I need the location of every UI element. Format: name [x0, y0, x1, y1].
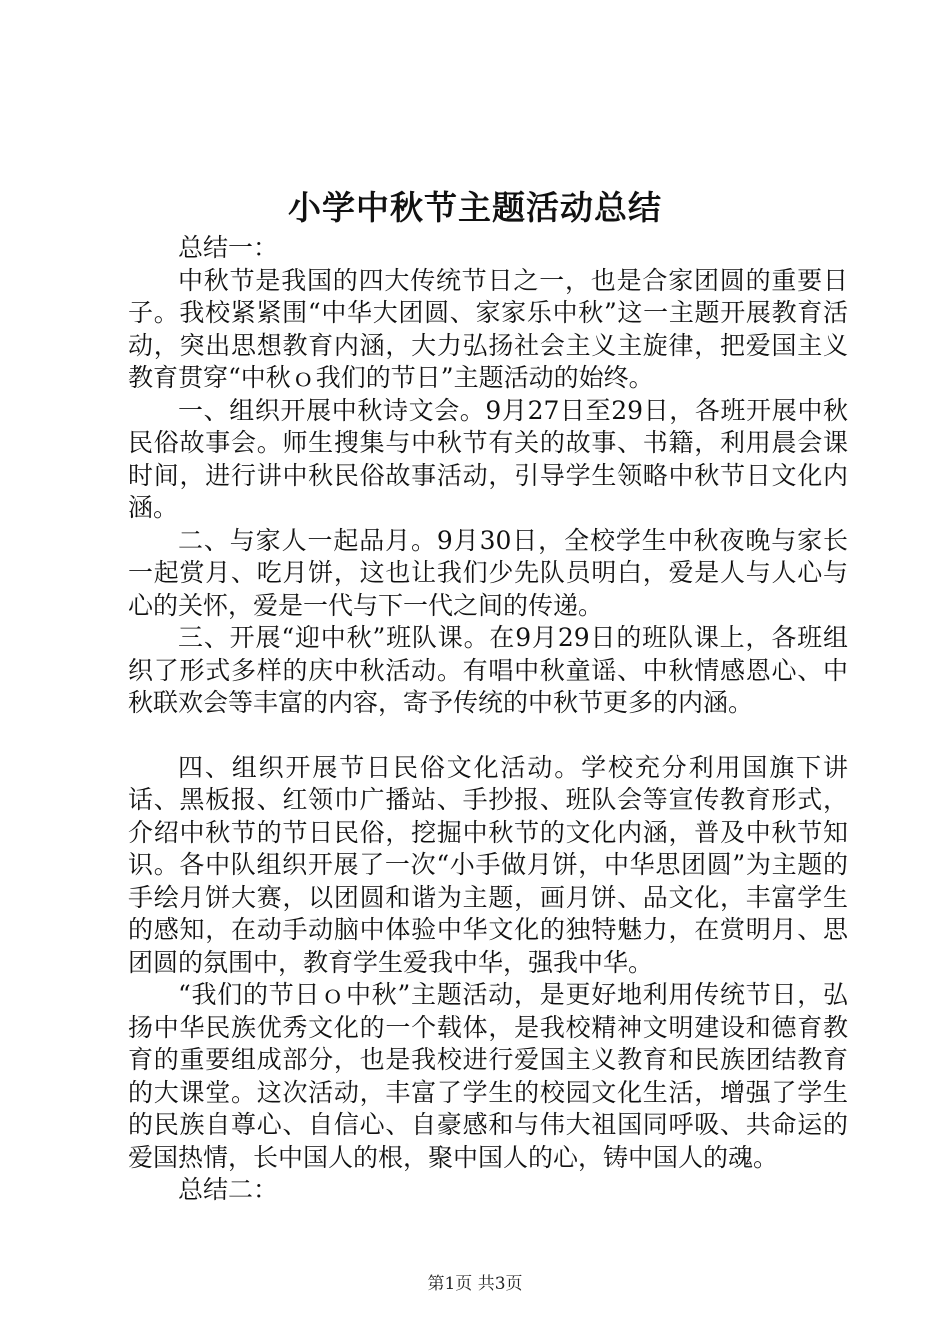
paragraph-item-two: 二、与家人一起品月。9月30日，全校学生中秋夜晚与家长一起赏月、吃月饼，这也让我们少先队员明白，爱是人与人心与心的关怀，爱是一代与下一代之间的传递。 — [128, 525, 848, 620]
section-heading-summary-two: 总结二： — [178, 1175, 279, 1204]
page-number-footer: 第1页 共3页 — [427, 1274, 523, 1294]
paragraph-item-three: 三、开展“迎中秋”班队课。在9月29日的班队课上，各班组织了形式多样的庆中秋活动。有唱中秋童谣、中秋情感恩心、中秋联欢会等丰富的内容，寄予传统的中秋节更多的内涵。 — [128, 623, 848, 717]
paragraph-conclusion: “我们的节日ｏ中秋”主题活动，是更好地利用传统节日，弘扬中华民族优秀文化的一个载体，是我校精神文明建设和德育教育的重要组成部分，也是我校进行爱国主义教育和民族团结教育的大课堂。这次活动，丰富了学生的校园文化生活，增强了学生的民族自尊心、自信心、自豪感和与伟大祖国同呼吸、共命运的爱国热情，长中国人的根，聚中国人的心，铸中国人的魂。 — [128, 980, 848, 1172]
paragraph-item-four: 四、组织开展节日民俗文化活动。学校充分利用国旗下讲话、黑板报、红领巾广播站、手抄报、班队会等宣传教育形式，介绍中秋节的节日民俗，挖掘中秋节的文化内涵，普及中秋节知识。各中队组织开展了一次“小手做月饼，中华思团圆”为主题的手绘月饼大赛，以团圆和谐为主题，画月饼、品文化，丰富学生的感知，在动手动脑中体验中华文化的独特魅力，在赏明月、思团圆的氛围中，教育学生爱我中华，强我中华。 — [128, 752, 848, 977]
paragraph-intro: 中秋节是我国的四大传统节日之一，也是合家团圆的重要日子。我校紧紧围“中华大团圆、家家乐中秋”这一主题开展教育活动，突出思想教育内涵，大力弘扬社会主义主旋律，把爱国主义教育贯穿“中秋ｏ我们的节日”主题活动的始终。 — [128, 265, 848, 392]
paragraph-item-one: 一、组织开展中秋诗文会。9月27日至29日，各班开展中秋民俗故事会。师生搜集与中秋节有关的故事、书籍，利用晨会课时间，进行讲中秋民俗故事活动，引导学生领略中秋节日文化内涵。 — [128, 395, 848, 522]
document-title: 小学中秋节主题活动总结 — [288, 188, 662, 227]
section-heading-summary-one: 总结一： — [178, 233, 279, 262]
document-body — [128, 232, 848, 1207]
